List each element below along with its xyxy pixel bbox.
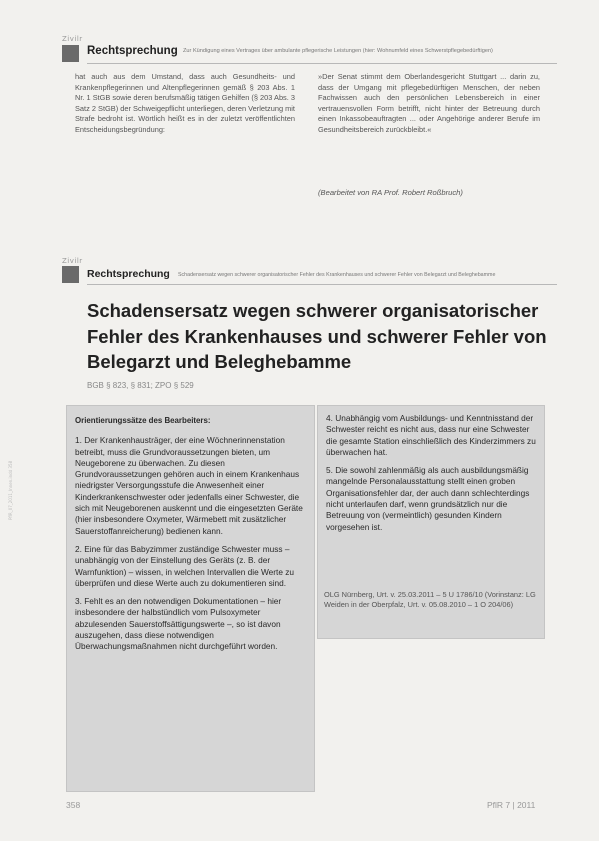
article-title: Schadensersatz wegen schwerer organisatorischer Fehler des Krankenhauses und schwerer Fehler von Belegarzt und Beleghebamme: [87, 300, 547, 372]
header-subtitle: Zur Kündigung eines Vertrages über ambulante pflegerische Leistungen (hier: Wohnumfeld eines Schwerstpflegebedürftigen): [183, 48, 493, 54]
guideline-2: 2. Eine für das Babyzimmer zuständige Schwester muss – unabhängig von der Einstellung des Geräts (z. B. der Warnfunktion) – wissen, in welchen Intervallen die Werte zu überprüfen und diese Werte auch zu dokumentieren sind.: [75, 543, 295, 588]
print-margin-note: PflR_07_2011_Innen.indd 358: [8, 460, 13, 520]
left-column-text: hat auch aus dem Umstand, dass auch Gesundheits- und Krankenpflegerinnen und Altenpflegerinnen gemäß § 203 Abs. 1 Nr. 1 StGB sowie deren berufsmäßig tätigen Gehilfen (§ 203 Abs. 3 Satz 2 StGB) der Schweigepflicht unterliegen, deren Verletzung mit Strafe bedroht ist. Wörtlich heißt es in der zuletzt veröffentlichten Entscheidungsbegründung:: [75, 72, 295, 134]
guideline-3: 3. Fehlt es an den notwendigen Dokumentationen – hier insbesondere der halbstündlich vom Pulsoxymeter abzulesenden Sauerstoffsättigungswerte –, so ist davon auszugehen, dass diese notwendigen Überwachungsmaßnahmen nicht durchgeführt worden.: [75, 596, 282, 652]
guidelines-heading: Orientierungssätze des Bearbeiters:: [75, 416, 211, 425]
article-header-subtitle: Schadensersatz wegen schwerer organisatorischer Fehler des Krankenhauses und schwerer Fehler von Belegarzt und Beleghebamme: [178, 272, 496, 278]
guideline-4: 4. Unabhängig vom Ausbildungs- und Kenntnisstand der Schwester reicht es nicht aus, dass nur eine Schwester die gesamte Station einschließlich des Kinderzimmers zu überwachen hat.: [326, 413, 536, 457]
legal-references: BGB § 823, § 831; ZPO § 529: [87, 381, 194, 390]
article-section-marker: [62, 266, 79, 283]
header-rule: [87, 63, 557, 64]
right-column-text: »Der Senat stimmt dem Oberlandesgericht Stuttgart ... darin zu, dass der Umgang mit pflegebedürftigen Menschen, der neben Fachwissen auch den persönlichen Lebensbereich in einer vertrauensvollen Form betrifft, nicht hinter der Betreuung durch einen Inkassobeauftragten ... oder Angehörige anderer Berufe im Gesundheitsbereich zurückbleibt.«: [318, 72, 540, 134]
article-header-rule: [87, 284, 557, 285]
guidelines-box-left: [66, 405, 315, 792]
section-tag: Zivilr: [62, 35, 83, 43]
court-decision-source: OLG Nürnberg, Urt. v. 25.03.2011 – 5 U 1786/10 (Vorinstanz: LG Weiden in der Oberpfalz, Urt. v. 05.08.2010 – 1 O 204/06): [324, 590, 536, 610]
section-marker: [62, 45, 79, 62]
page-number: 358: [66, 800, 81, 810]
journal-issue: PflR 7 | 2011: [487, 800, 536, 810]
article-section-tag: Zivilr: [62, 257, 83, 265]
header-title: Rechtsprechung: [87, 45, 178, 57]
guideline-1: 1. Der Krankenhausträger, der eine Wöchnerinnenstation betreibt, muss die Grundvoraussetzungen bieten, um Neugeborene zu überwachen. Zu diesen Grundvoraussetzungen gehören auch in einem Krankenhaus niedrigster Versorgungsstufe die Anwesenheit einer Kinderkrankenschwester oder jedenfalls einer Schwester, die sich mit Neugeborenen auskennt und die eingesetzten Geräte (hier insbesondere Oxymeter, Wärmebett mit zusätzlicher Sauerstoffanreicherung) bedienen kann.: [75, 435, 303, 536]
guideline-5: 5. Die sowohl zahlenmäßig als auch ausbildungsmäßig mangelnde Personalausstattung stellt einen groben Organisationsfehler dar, der auch dann schlechterdings nicht unterlaufen darf, wenn grundsätzlich nur die Betreuung von (vermeintlich) gesunden Kindern vorgesehen ist.: [326, 465, 530, 532]
article-header-title: Rechtsprechung: [87, 268, 170, 280]
editor-credit: (Bearbeitet von RA Prof. Robert Roßbruch): [318, 188, 463, 197]
